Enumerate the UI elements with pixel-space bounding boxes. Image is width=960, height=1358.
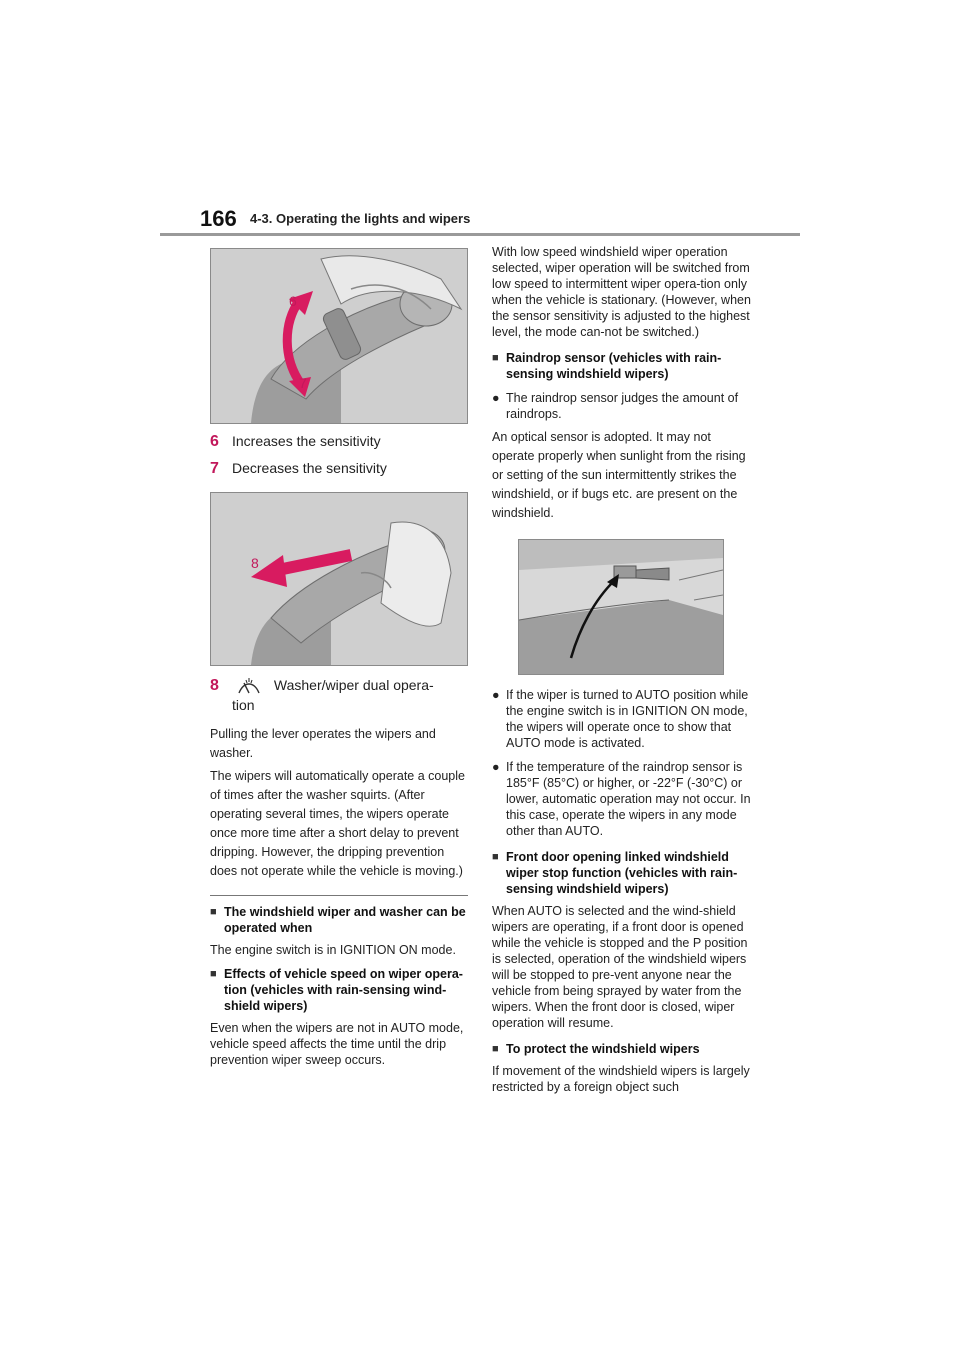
item-6-text: Increases the sensitivity (232, 433, 381, 449)
pulling-paragraph: Pulling the lever operates the wipers and washer. (210, 727, 436, 761)
square-bullet-icon: ■ (492, 851, 499, 863)
figure-label-7: 7 (299, 375, 307, 391)
heading-vehicle-speed-effects-text: Effects of vehicle speed on wiper opera-tion (vehicles with rain-sensing wind-shield wipers) (224, 967, 463, 1014)
washer-lever-figure (210, 492, 468, 666)
item-7 (210, 459, 468, 478)
optical-sensor-paragraph: An optical sensor is adopted. It may not operate properly when sunlight from the rising or setting of the sun intermittently strikes the windshield, or if bugs etc. are present on the windshield. (492, 430, 746, 520)
section-divider (210, 895, 468, 896)
heading-operated-when (210, 904, 468, 936)
chapter-title: 4-3. Operating the lights and wipers (250, 211, 471, 226)
raindrop-bullet (492, 390, 752, 422)
heading-operated-when-text: The windshield wiper and washer can be operated when (224, 905, 466, 936)
page-number: 166 (200, 206, 237, 231)
windshield-sensor-figure (518, 539, 724, 675)
item-8-content (232, 676, 434, 715)
protect-wipers-paragraph: If movement of the windshield wipers is largely restricted by a foreign object such (492, 1064, 750, 1094)
square-bullet-icon: ■ (210, 968, 217, 981)
auto-position-bullet (492, 687, 752, 751)
front-door-paragraph: When AUTO is selected and the wind-shield wipers are operating, if a front door is opened while the vehicle is stopped and the P position is selected, operation of the windshield wipers will be stopped to pre-vent anyone near the vehicle from being sprayed by water from the wipers. When the front door is closed, wiper operation will resume. (492, 904, 748, 1030)
low-speed-paragraph: With low speed windshield wiper operation selected, wiper operation will be switched from low speed to intermittent wiper opera-tion only when the vehicle is stationary. (However, when the sensor sensitivity is adjusted to the highest level, the mode can-not be switched.) (492, 245, 751, 339)
right-column (492, 244, 752, 1095)
item-7-text: Decreases the sensitivity (232, 460, 387, 476)
washer-wiper-icon (236, 676, 262, 696)
temperature-bullet-text: If the temperature of the raindrop sensor is 185°F (85°C) or higher, or -22°F (-30°C) or lower, automatic operation may not occur. In this case, operate the wipers in any mode other than AUTO. (506, 760, 751, 838)
heading-protect-wipers-text: To protect the windshield wipers (506, 1042, 700, 1056)
windshield-illustration (519, 540, 723, 674)
heading-front-door-text: Front door opening linked windshield wiper stop function (vehicles with rain-sensing windshield wipers) (506, 850, 738, 896)
round-bullet-icon: ● (492, 760, 500, 774)
heading-protect-wipers (492, 1041, 752, 1057)
square-bullet-icon: ■ (492, 1043, 499, 1055)
item-6 (210, 432, 468, 451)
temperature-bullet (492, 759, 752, 839)
square-bullet-icon: ■ (210, 906, 217, 919)
item-7-number: 7 (210, 460, 219, 477)
square-bullet-icon: ■ (492, 352, 499, 364)
automatic-operation-paragraph: The wipers will automatically operate a couple of times after the washer squirts. (After operating several times, the wipers operate once more time after a short delay to prevent dripping. However, the dripping prevention does not operate while the vehicle is moving.) (210, 769, 465, 879)
item-8-text-a: Washer/wiper dual opera- (273, 677, 434, 693)
heading-raindrop-sensor (492, 350, 752, 382)
item-8-number: 8 (210, 677, 219, 694)
sensitivity-lever-figure (210, 248, 468, 424)
item-6-number: 6 (210, 433, 219, 450)
left-column (210, 248, 468, 1068)
figure-label-6: 6 (289, 293, 297, 309)
figure-label-8: 8 (251, 555, 259, 571)
heading-vehicle-speed-effects (210, 966, 468, 1014)
raindrop-bullet-text: The raindrop sensor judges the amount of raindrops. (506, 391, 739, 421)
round-bullet-icon: ● (492, 391, 500, 405)
lever-pull-illustration (211, 493, 467, 665)
item-8 (210, 676, 468, 715)
round-bullet-icon: ● (492, 688, 500, 702)
operated-when-paragraph: The engine switch is in IGNITION ON mode. (210, 943, 456, 958)
vehicle-speed-paragraph: Even when the wipers are not in AUTO mode, vehicle speed affects the time until the drip prevention wiper sweep occurs. (210, 1021, 464, 1068)
item-8-text-b: tion (232, 697, 255, 714)
auto-position-bullet-text: If the wiper is turned to AUTO position while the engine switch is in IGNITION ON mode, the wipers will operate once to show that AUTO mode is activated. (506, 688, 749, 750)
header-rule (160, 233, 800, 236)
heading-front-door (492, 849, 752, 897)
heading-raindrop-sensor-text: Raindrop sensor (vehicles with rain-sensing windshield wipers) (506, 351, 722, 381)
lever-rotate-illustration (211, 249, 467, 423)
